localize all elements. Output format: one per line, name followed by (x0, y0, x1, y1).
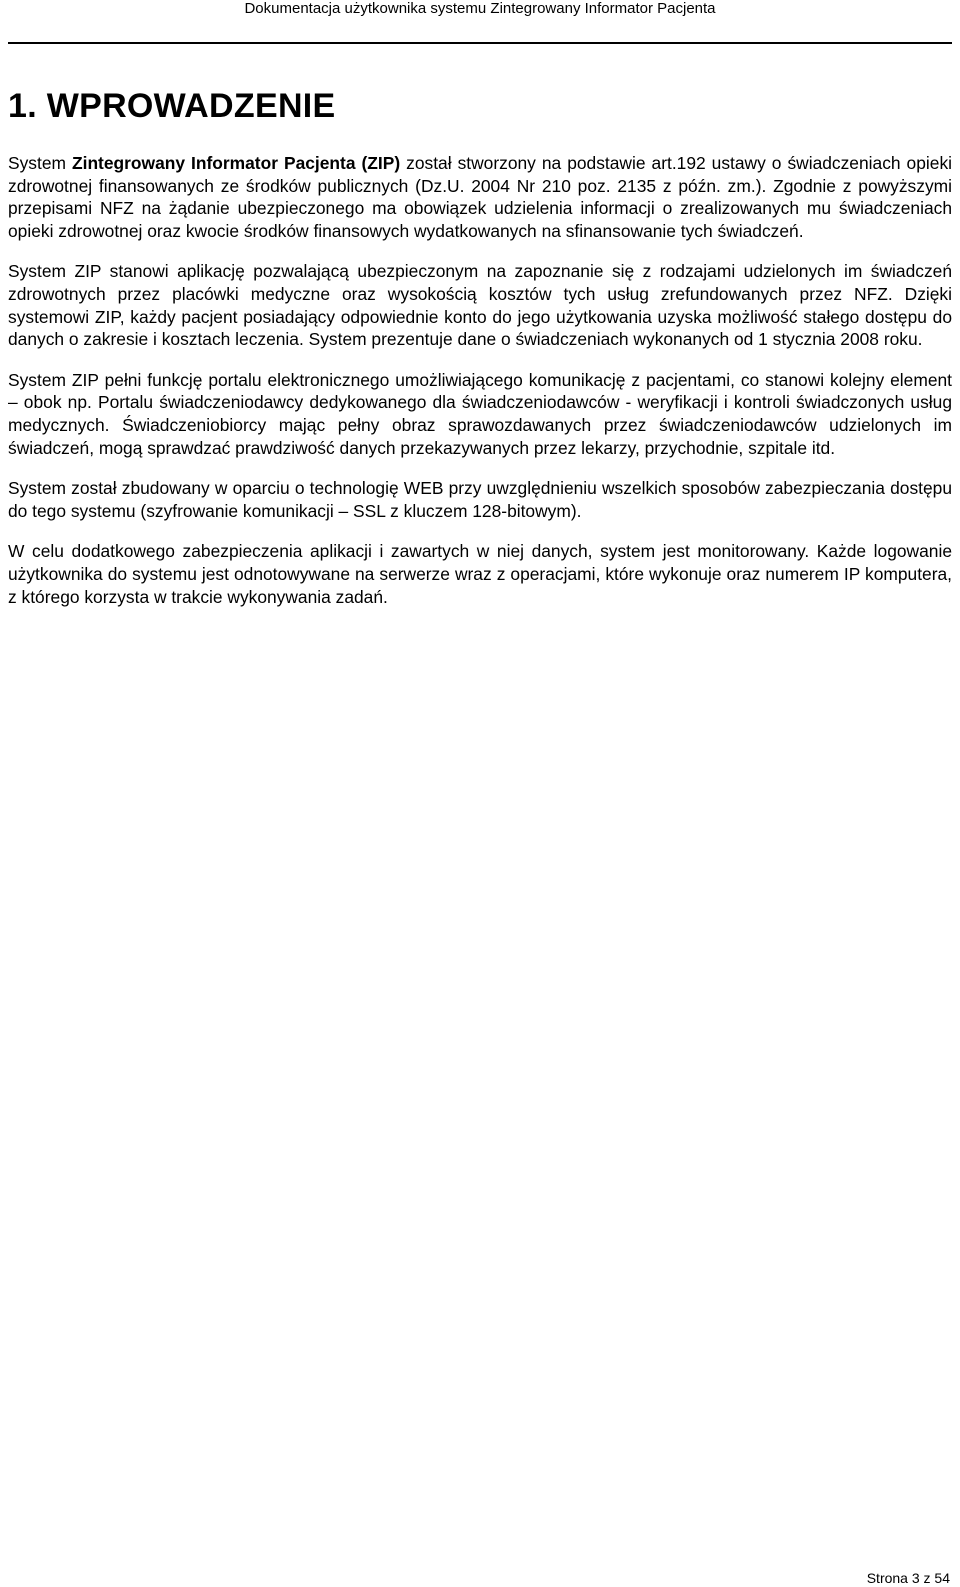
page-number: Strona 3 z 54 (866, 1570, 950, 1586)
header-divider (8, 42, 952, 44)
description-paragraph: System ZIP stanowi aplikację pozwalającą ubezpieczonym na zapoznanie się z rodzajami udzielonych im świadczeń zdrowotnych przez placówki medyczne oraz wysokością kosztów tych usług zrefundowanych przez NFZ. Dzięki systemowi ZIP, każdy pacjent posiadający odpowiednie konto do jego użytkowania uzyska możliwość stałego dostępu do danych o zakresie i kosztach leczenia. System prezentuje dane o świadczeniach wykonanych od 1 stycznia 2008 roku. (8, 261, 952, 350)
running-header: Dokumentacja użytkownika systemu Zintegrowany Informator Pacjenta (244, 0, 716, 17)
page-content (8, 86, 952, 608)
portal-paragraph: System ZIP pełni funkcję portalu elektronicznego umożliwiającego komunikację z pacjentami, co stanowi kolejny element – obok np. Portalu świadczeniodawcy dedykowanego dla świadczeniodawców - weryfikacji i kontroli świadczonych usług medycznych. Świadczeniobiorcy mając pełny obraz sprawozdawanych przez świadczeniodawców udzielonych im świadczeń, mogą sprawdzać prawdziwość danych przekazywanych przez lekarzy, przychodnie, szpitale itd. (8, 369, 952, 458)
intro-paragraph (8, 152, 952, 242)
technology-paragraph: System został zbudowany w oparciu o technologię WEB przy uwzględnieniu wszelkich sposobów zabezpieczania dostępu do tego systemu (szyfrowanie komunikacji – SSL z kluczem 128-bitowym). (8, 478, 952, 521)
intro-rest: został stworzony na podstawie art.192 ustawy o świadczeniach opieki zdrowotnej finansowanych ze środków publicznych (Dz.U. 2004 Nr 210 poz. 2135 z późn. zm.). Zgodnie z powyższymi przepisami NFZ na żądanie ubezpieczonego ma obowiązek udzielenia informacji o zrealizowanych mu świadczeniach opieki zdrowotnej oraz kwocie środków finansowych wydatkowanych na sfinansowanie tych świadczeń. (8, 153, 952, 241)
system-name-bold: Zintegrowany Informator Pacjenta (ZIP) (71, 153, 401, 173)
section-title: 1. WPROWADZENIE (8, 87, 336, 125)
intro-lead: System (8, 153, 72, 173)
monitoring-paragraph: W celu dodatkowego zabezpieczenia aplikacji i zawartych w niej danych, system jest monitorowany. Każde logowanie użytkownika do systemu jest odnotowywane na serwerze wraz z operacjami, które wykonuje oraz numerem IP komputera, z którego korzysta w trakcie wykonywania zadań. (8, 541, 952, 607)
